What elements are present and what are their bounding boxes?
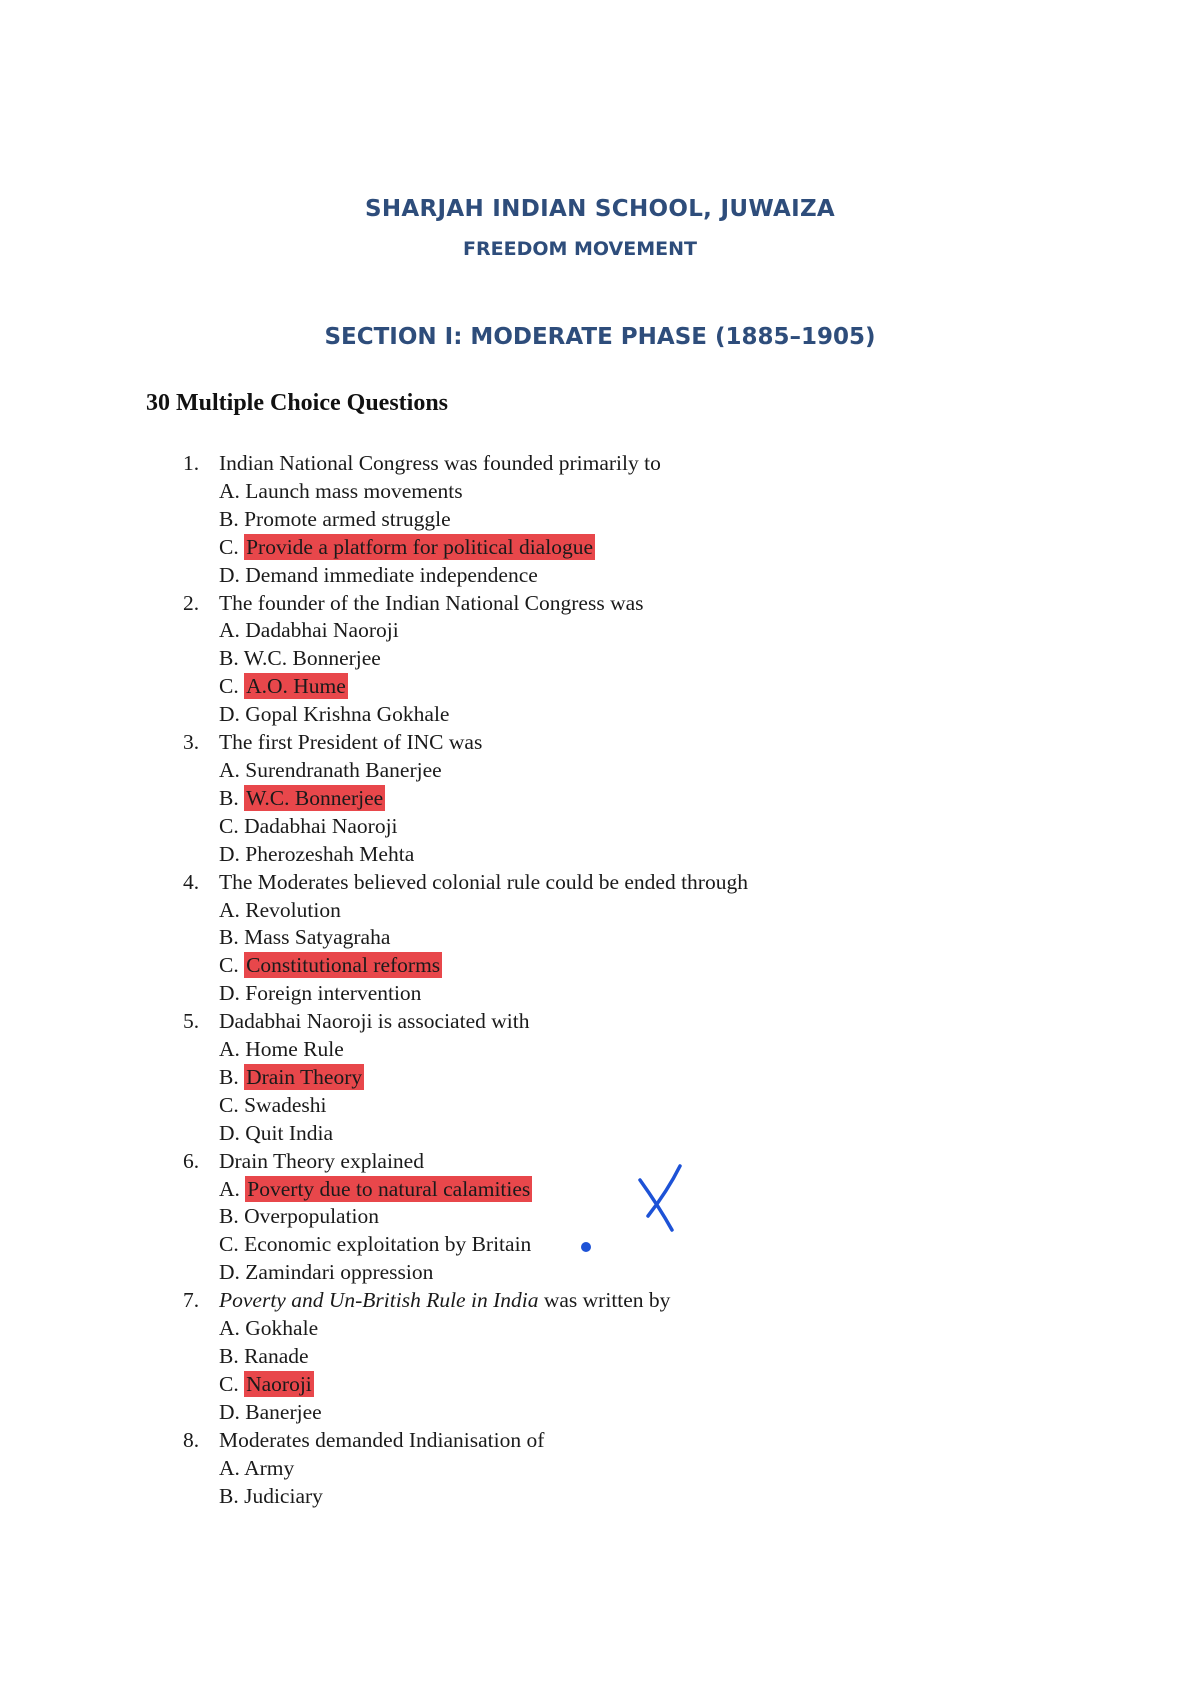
answer-option (0, 506, 748, 534)
option-text: Quit India (245, 1120, 334, 1145)
option-text: Ranade (244, 1344, 309, 1368)
question-text: The first President of INC was (219, 730, 483, 755)
option-letter: D. (219, 562, 240, 587)
answer-option (0, 1036, 748, 1064)
highlighted-answer: Constitutional reforms (246, 953, 441, 978)
option-letter: C. (219, 1371, 239, 1396)
answer-option (0, 897, 748, 925)
answer-option (0, 1399, 748, 1427)
highlighted-answer: Naoroji (246, 1371, 312, 1396)
option-letter: C. (219, 813, 239, 838)
question-number: 8. (183, 1427, 200, 1452)
handwritten-x-icon (636, 1164, 694, 1234)
option-letter: B. (219, 1204, 239, 1229)
answer-option (0, 617, 748, 645)
option-text: Banerjee (245, 1399, 322, 1424)
option-text: Mass Satyagraha (244, 925, 391, 950)
question-text: The founder of the Indian National Congress was (219, 590, 644, 615)
answer-option (0, 757, 748, 785)
option-letter: A. (219, 1455, 240, 1480)
option-text: Gokhale (245, 1316, 319, 1341)
option-text: Home Rule (245, 1037, 344, 1062)
question-number: 4. (183, 869, 200, 894)
answer-option (0, 1371, 748, 1399)
question-text: Indian National Congress was founded primarily to (219, 451, 661, 475)
answer-option (0, 980, 748, 1008)
option-text: Army (244, 1455, 295, 1480)
question-number: 1. (183, 451, 200, 475)
school-title: SHARJAH INDIAN SCHOOL, JUWAIZA (364, 196, 836, 222)
option-text: Zamindari oppression (245, 1260, 434, 1285)
option-letter: D. (219, 1120, 240, 1145)
option-letter: C. (219, 1092, 239, 1117)
answer-option (0, 1259, 748, 1287)
answer-option (0, 701, 748, 729)
answer-option (0, 534, 748, 562)
highlighted-answer: Provide a platform for political dialogue (246, 534, 593, 559)
question-line (0, 450, 748, 478)
question-item (0, 1008, 748, 1148)
option-text: Dadabhai Naoroji (245, 618, 399, 643)
option-letter: A. (219, 1316, 240, 1341)
option-text: Revolution (245, 897, 341, 922)
document-subtitle: FREEDOM MOVEMENT (463, 238, 697, 260)
option-letter: B. (219, 506, 239, 531)
option-letter: D. (219, 981, 240, 1006)
option-text: Promote armed struggle (244, 506, 451, 531)
highlighted-answer: Drain Theory (246, 1064, 363, 1089)
book-title: Poverty and Un-British Rule in India (219, 1288, 539, 1313)
question-number: 5. (183, 1009, 200, 1034)
option-letter: A. (219, 618, 240, 643)
option-letter: B. (219, 785, 239, 810)
answer-option (0, 673, 748, 701)
answer-option (0, 562, 748, 590)
option-text: Surendranath Banerjee (245, 757, 442, 782)
mcq-heading: 30 Multiple Choice Questions (146, 390, 449, 416)
option-letter: A. (219, 897, 240, 922)
answer-option (0, 1483, 748, 1511)
answer-option (0, 1455, 748, 1483)
answer-option (0, 1120, 748, 1148)
highlighted-answer: W.C. Bonnerjee (246, 785, 384, 810)
option-letter: D. (219, 1399, 240, 1424)
question-number: 6. (183, 1148, 200, 1173)
question-number: 7. (183, 1288, 200, 1313)
option-letter: B. (219, 1064, 239, 1089)
option-text: Overpopulation (244, 1204, 380, 1229)
option-text: W.C. Bonnerjee (243, 646, 381, 671)
question-number: 2. (183, 590, 200, 615)
answer-option (0, 1343, 748, 1371)
option-letter: B. (219, 646, 239, 671)
option-letter: A. (219, 1176, 240, 1201)
option-text: Gopal Krishna Gokhale (245, 702, 450, 727)
question-item (0, 450, 748, 590)
option-letter: B. (219, 925, 239, 950)
option-letter: A. (219, 757, 240, 782)
option-text: Swadeshi (244, 1092, 327, 1117)
question-item (0, 590, 748, 730)
ink-dot-icon (581, 1242, 591, 1252)
question-list (0, 450, 748, 1510)
highlighted-answer: Poverty due to natural calamities (247, 1176, 531, 1201)
highlighted-answer: A.O. Hume (246, 674, 346, 699)
option-letter: B. (219, 1344, 239, 1368)
answer-option (0, 785, 748, 813)
option-letter: C. (219, 534, 239, 559)
question-text: Dadabhai Naoroji is associated with (219, 1009, 530, 1034)
question-item (0, 1287, 748, 1427)
answer-option (0, 841, 748, 869)
option-letter: D. (219, 841, 240, 866)
question-line (0, 590, 748, 618)
option-text: Judiciary (244, 1483, 323, 1508)
question-line (0, 1008, 748, 1036)
question-item (0, 869, 748, 1009)
question-text: Drain Theory explained (219, 1148, 424, 1173)
answer-option (0, 952, 748, 980)
question-text (219, 1288, 670, 1312)
question-item (0, 1427, 748, 1511)
answer-option (0, 1315, 748, 1343)
answer-option (0, 1231, 748, 1259)
question-line (0, 869, 748, 897)
section-title: SECTION I: MODERATE PHASE (1885–1905) (324, 324, 876, 350)
option-text: Economic exploitation by Britain (244, 1232, 532, 1257)
option-letter: C. (219, 953, 239, 978)
answer-option (0, 1092, 748, 1120)
answer-option (0, 1064, 748, 1092)
option-text: Foreign intervention (245, 981, 422, 1006)
option-text: Demand immediate independence (245, 562, 538, 587)
question-text: Moderates demanded Indianisation of (219, 1427, 545, 1452)
question-line (0, 1427, 748, 1455)
question-item (0, 729, 748, 869)
option-letter: D. (219, 702, 240, 727)
option-text: Dadabhai Naoroji (244, 813, 398, 838)
question-line (0, 729, 748, 757)
option-letter: B. (219, 1483, 239, 1508)
option-letter: D. (219, 1260, 240, 1285)
option-letter: C. (219, 674, 239, 699)
question-line (0, 1287, 748, 1315)
question-text: The Moderates believed colonial rule could be ended through (219, 869, 748, 894)
question-number: 3. (183, 730, 200, 755)
answer-option (0, 813, 748, 841)
option-letter: A. (219, 478, 240, 503)
question-text-rest: was written by (538, 1288, 671, 1313)
option-text: Launch mass movements (245, 478, 463, 503)
answer-option (0, 645, 748, 673)
answer-option (0, 924, 748, 952)
option-letter: C. (219, 1232, 239, 1257)
option-letter: A. (219, 1037, 240, 1062)
answer-option (0, 478, 748, 506)
option-text: Pherozeshah Mehta (245, 841, 415, 866)
